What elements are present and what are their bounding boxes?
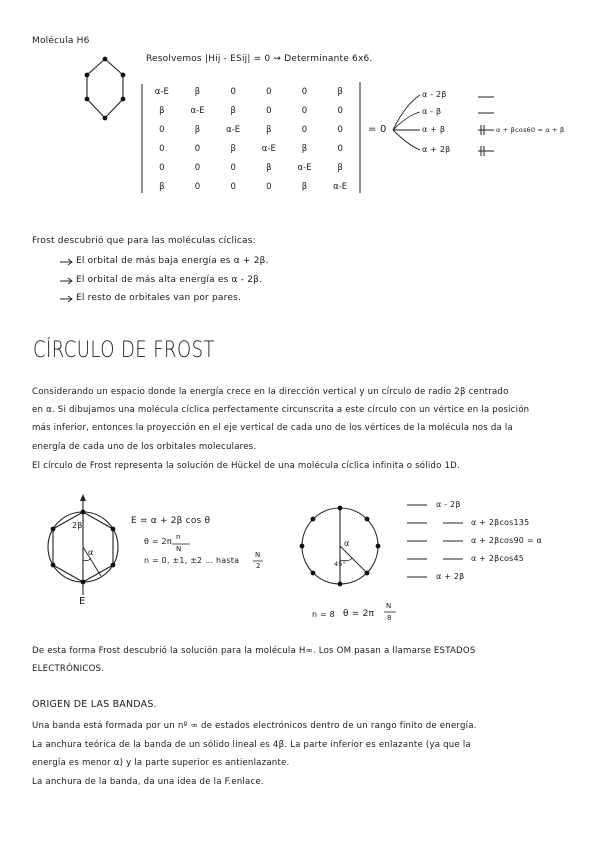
matrix-cell: 0 [230,182,236,192]
theta-denominator: N [176,545,182,553]
determinant-equation: Resolvemos |Hij - ESij| = 0 ⇝ Determinante 6x6. [146,54,373,64]
frost-level-label: α + 2βcos45 [471,554,525,563]
matrix-cell: 0 [337,106,343,116]
angle-label-bottom: 45° [334,560,347,568]
bullet-arrows [60,259,72,302]
matrix-cell: 0 [194,163,201,173]
matrix-cell: β [266,125,272,135]
matrix-cell: α-E [190,106,205,116]
hexagon-vertices [85,57,126,121]
frost-intro: Frost descubrió que para las moléculas cíclicas: [32,236,256,246]
root-note: α + βcos60 = α + β [496,126,565,134]
matrix-cell: β [194,87,201,97]
matrix-cell: 0 [230,87,236,97]
paragraph-line: Considerando un espacio donde la energía crece en la dirección vertical y un círculo de radio 2β centrado [32,387,509,397]
frost-level-label: α + 2βcos135 [471,518,530,527]
frost-level-label: α + 2βcos90 = α [471,536,542,545]
matrix-cell: 0 [194,144,201,154]
energy-axis-arrow [80,494,86,501]
bands-line: La anchura de la banda, da una idea de la F.enlace. [32,777,264,787]
matrix-cell: 0 [194,182,201,192]
radius-label: 2β [72,521,83,530]
energy-axis-label: E [79,596,86,607]
matrix-cell: β [337,87,343,97]
matrix-cell: α-E [261,144,276,154]
n-range: n = 0, ±1, ±2 ... hasta [144,556,240,565]
matrix-cell: α-E [297,163,312,173]
root-level-lines [478,97,494,156]
matrix-cell: 0 [159,163,165,173]
theta-formula-right: θ = 2π [343,609,375,619]
root-value: α - β [422,107,442,116]
matrix-cell: β [159,106,165,116]
matrix-cell: 0 [301,87,308,97]
root-value: α - 2β [422,90,447,99]
matrix-cell: β [194,125,201,135]
matrix-cell: α-E [154,87,169,97]
paragraph-line: De esta forma Frost descubrió la solución para la molécula H∞. Los OM pasan a llamarse ESTADOS [32,646,476,656]
matrix-cell: 0 [159,125,165,135]
n-denominator: 2 [256,562,261,570]
matrix-cell: β [159,182,165,192]
bands-line: Una banda está formada por un nº ∞ de estados electrónicos dentro de un rango finito de energía. [32,721,477,731]
matrix-cell: 0 [301,125,308,135]
matrix-cell: α-E [226,125,241,135]
matrix-cell: 0 [337,125,343,135]
matrix-cell: 0 [230,163,236,173]
theta-fraction-bars [172,544,396,612]
frost-level-label: α + 2β [436,572,465,581]
matrix-cell: β [230,144,236,154]
matrix-cell: β [266,163,272,173]
matrix-cell: 0 [266,182,272,192]
bands-heading: ORIGEN DE LAS BANDAS. [32,699,157,710]
frost-bullet: El resto de orbitales van por pares. [76,293,242,303]
root-value: α + β [422,125,446,134]
theta-denominator-right: 8 [387,614,392,622]
theta-numerator: n [176,533,181,541]
paragraph-line: más inferior, entonces la proyección en el eje vertical de cada uno de los vértices de la molécula nos da la [32,423,513,433]
matrix-cell: 0 [301,106,308,116]
matrix-cell: 0 [159,144,165,154]
angle-label-top: α [344,539,350,548]
n-numerator: N [255,551,261,559]
section-title: CÍRCULO DE FROST [33,338,215,363]
matrix-cell: 0 [266,106,272,116]
theta-formula: θ = 2π [144,537,172,546]
frost-level-lines [407,505,463,577]
equals-zero: = 0 [368,124,387,135]
root-branch-arrows [393,95,420,150]
matrix-cell: 0 [337,144,343,154]
angle-label: α [88,548,94,557]
matrix-cell: β [301,144,308,154]
paragraph-line: ELECTRÓNICOS. [32,664,105,674]
bands-line: La anchura teórica de la banda de un sólido lineal es 4β. La parte inferior es enlazante (ya que la [32,740,471,750]
frost-bullet: El orbital de más alta energía es α - 2β. [76,275,263,285]
matrix-cell: β [301,182,308,192]
root-value: α + 2β [422,145,451,154]
frost-level-label: α - 2β [436,500,461,509]
paragraph-line: en α. Si dibujamos una molécula cíclica perfectamente circunscrita a este círculo con un vértice en la posición [32,405,530,415]
n-label: n = 8 [312,610,335,619]
energy-formula: E = α + 2β cos θ [131,516,211,526]
matrix-cell: 0 [266,87,272,97]
paragraph-line: El círculo de Frost representa la solución de Hückel de una molécula cíclica infinita o sólido 1D. [32,461,460,471]
paragraph-line: energía de cada uno de los orbitales moleculares. [32,442,257,452]
frost-bullet: El orbital de más baja energía es α + 2β. [76,256,269,266]
matrix-cell: β [337,163,343,173]
bands-line: energía es menor α) y la parte superior es antienlazante. [32,758,290,768]
matrix-cell: α-E [333,182,348,192]
molecule-label: Molécula H6 [32,36,90,46]
hexagon-molecule [87,59,123,118]
theta-numerator-right: N [386,602,392,610]
matrix-cell: β [230,106,236,116]
determinant-matrix [144,86,358,193]
